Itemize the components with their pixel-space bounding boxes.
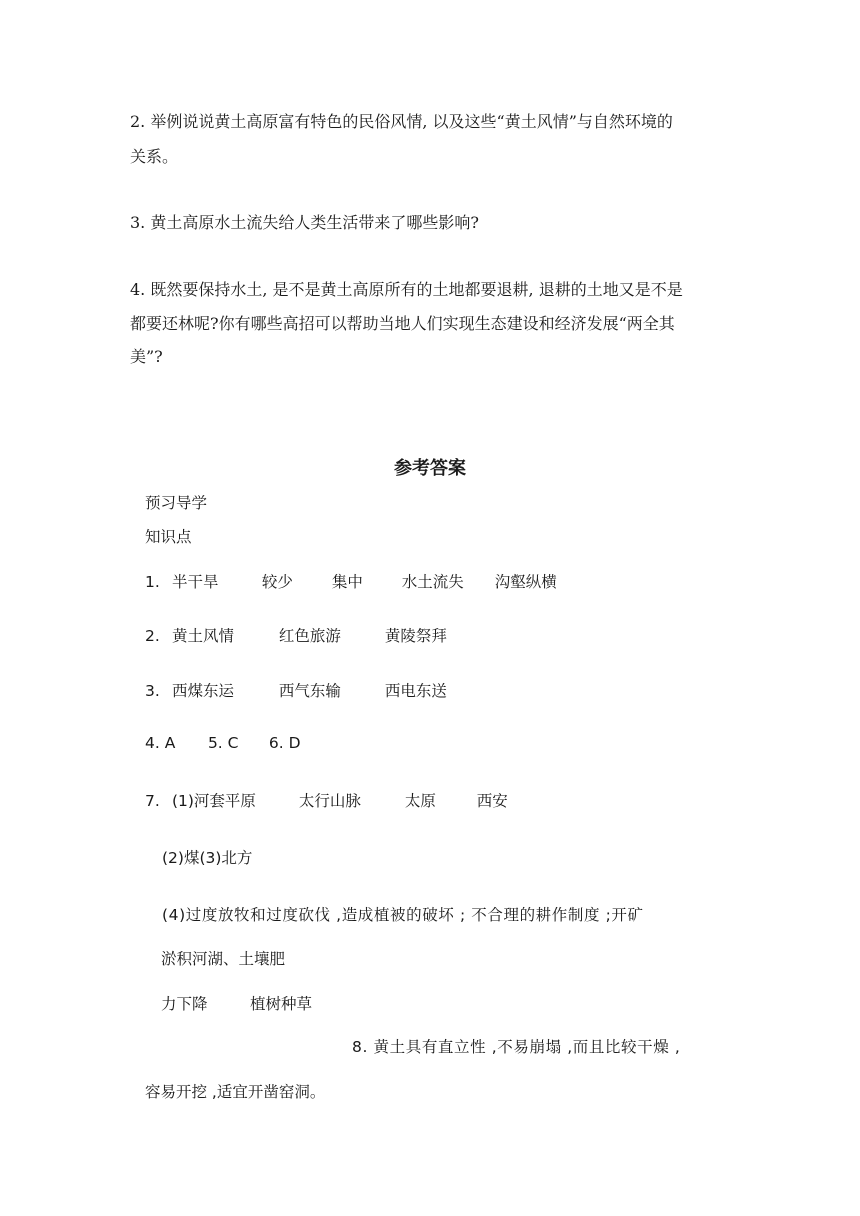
answer-1-item: 水土流失 [401, 573, 464, 591]
answer-3-item: 西气东输 [278, 682, 341, 700]
answer-4: 4. A [145, 734, 176, 752]
answer-1-number: 1. [145, 573, 160, 591]
answer-7-item: 西安 [476, 792, 508, 810]
answer-6: 6. D [268, 734, 301, 752]
question-3: 3. 黄土高原水土流失给人类生活带来了哪些影响? [130, 213, 479, 232]
answer-4-6-row [145, 734, 301, 752]
answer-3-item: 西煤东运 [171, 682, 234, 700]
answer-3-number: 3. [145, 682, 160, 700]
answer-7-row [145, 789, 508, 811]
question-4-line-3: 美”? [130, 347, 163, 366]
answer-2-number: 2. [145, 627, 160, 645]
answers-title: 参考答案 [394, 458, 466, 479]
answer-7-item: 太原 [404, 792, 436, 810]
answer-1-item: 半干旱 [171, 573, 219, 591]
answer-7-4-line-1: (4)过度放牧和过度砍伐 ,造成植被的破坏 ; 不合理的耕作制度 ;开矿 [162, 906, 644, 924]
answer-7-number: 7. [145, 792, 160, 810]
question-2-line-1: 2. 举例说说黄土高原富有特色的民俗风情, 以及这些“黄土风情”与自然环境的 [130, 112, 673, 131]
question-4-line-1: 4. 既然要保持水土, 是不是黄土高原所有的土地都要退耕, 退耕的土地又是不是 [130, 280, 683, 299]
answer-7-4-line-3 [161, 992, 312, 1014]
section-heading: 预习导学 [145, 494, 208, 512]
answer-7-item: 太行山脉 [298, 792, 361, 810]
answer-2-item: 黄土风情 [171, 627, 234, 645]
answer-1-item: 集中 [331, 573, 363, 591]
answer-3-item: 西电东送 [384, 682, 447, 700]
answer-5: 5. C [207, 734, 239, 752]
answer-2-row [145, 624, 447, 646]
answer-2-item: 红色旅游 [278, 627, 341, 645]
answer-1-item: 较少 [261, 573, 293, 591]
answer-8-line-1: 8. 黄土具有直立性 ,不易崩塌 ,而且比较干燥 , [352, 1038, 681, 1056]
answer-7-4-item: 植树种草 [249, 995, 312, 1013]
answer-3-row [145, 679, 447, 701]
answer-7-2: (2)煤(3)北方 [162, 849, 253, 867]
answer-7-4-item: 力下降 [161, 995, 208, 1013]
question-4-line-2: 都要还林呢?你有哪些高招可以帮助当地人们实现生态建设和经济发展“两全其 [130, 314, 675, 333]
answer-7-4-line-2: 淤积河湖、土壤肥 [161, 950, 286, 968]
question-2-line-2: 关系。 [130, 147, 179, 166]
answer-7-item: (1)河套平原 [171, 792, 256, 810]
answer-8-line-2: 容易开挖 ,适宜开凿窑洞。 [145, 1083, 326, 1101]
answer-2-item: 黄陵祭拜 [384, 627, 447, 645]
answer-1-row [145, 570, 557, 592]
subsection-heading: 知识点 [145, 528, 192, 546]
answer-1-item: 沟壑纵横 [494, 573, 557, 591]
